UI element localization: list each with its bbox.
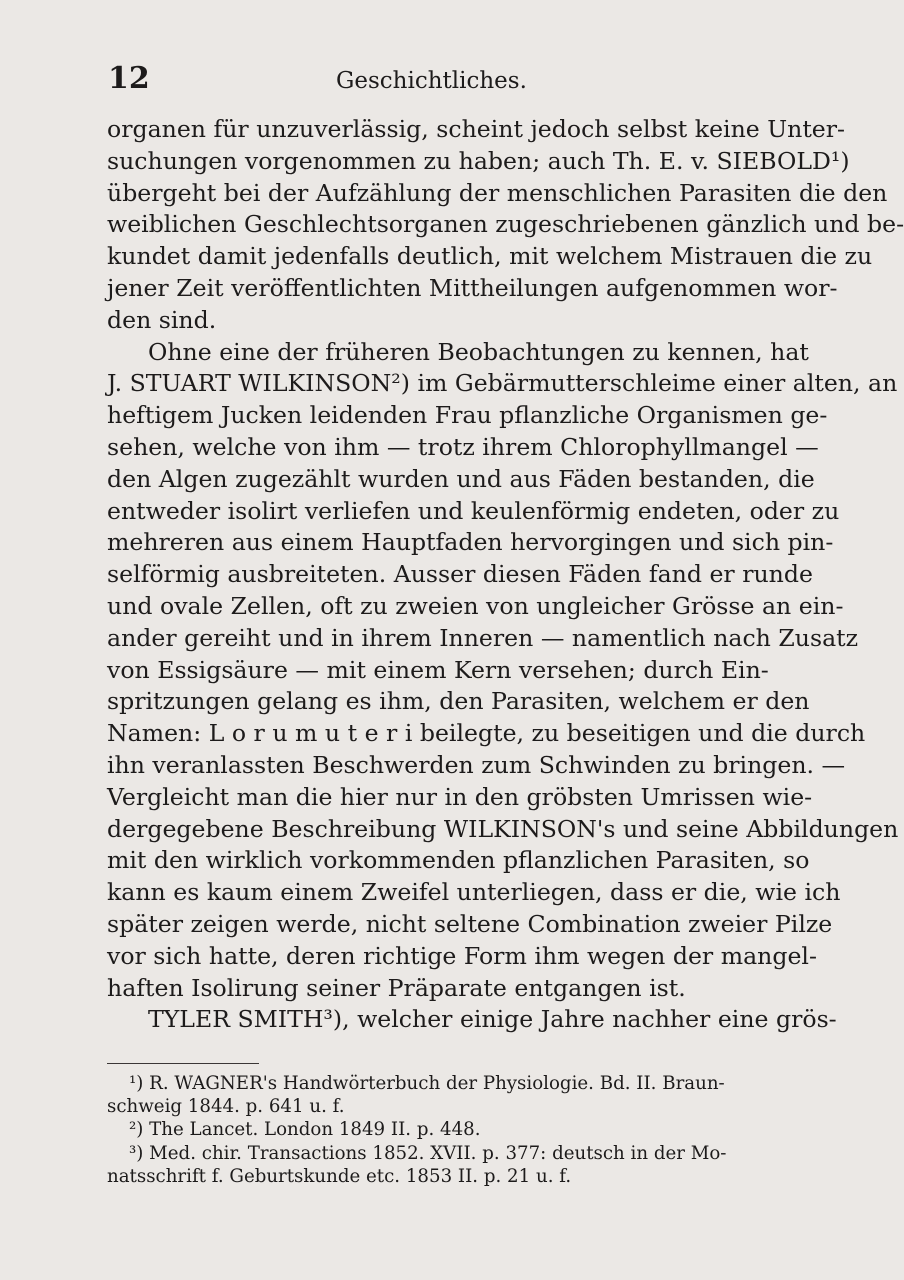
body-text-line: organen für unzuverlässig, scheint jedoch selbst keine Unter- (107, 115, 846, 143)
body-text-line: Vergleicht man die hier nur in den gröbsten Umrissen wie- (107, 782, 813, 811)
footnote-line: schweig 1844. p. 641 u. f. (107, 1096, 345, 1118)
page-number: 12 (108, 61, 150, 96)
running-head: Geschichtliches. (336, 68, 527, 94)
body-text-line: haften Isolirung seiner Präparate entgangen ist. (107, 973, 686, 1002)
body-text-line: kundet damit jedenfalls deutlich, mit welchem Mistrauen die zu (107, 242, 873, 271)
footnote-line: ³) Med. chir. Transactions 1852. XVII. p. 377: deutsch in der Mo- (129, 1142, 727, 1164)
body-text-line: sehen, welche von ihm — trotz ihrem Chlorophyllmangel — (107, 432, 819, 461)
body-text-line: spritzungen gelang es ihm, den Parasiten, welchem er den (107, 687, 810, 716)
body-text-line: übergeht bei der Aufzählung der menschlichen Parasiten die den (107, 178, 888, 207)
body-text-line: vor sich hatte, deren richtige Form ihm wegen der mangel- (107, 941, 817, 970)
body-text-line: und ovale Zellen, oft zu zweien von ungleicher Grösse an ein- (107, 591, 844, 620)
body-text-line: dergegebene Beschreibung WILKINSON's und seine Abbildungen (107, 814, 899, 843)
footnotes (107, 1072, 727, 1188)
body-text-line: selförmig ausbreiteten. Ausser diesen Fäden fand er runde (107, 560, 813, 589)
footnote-line: ²) The Lancet. London 1849 II. p. 448. (129, 1119, 481, 1141)
body-text-line: den Algen zugezählt wurden und aus Fäden bestanden, die (107, 464, 815, 493)
body-text-line: mit den wirklich vorkommenden pflanzlichen Parasiten, so (107, 846, 810, 875)
footnote-divider (107, 1063, 259, 1064)
body-text-line: entweder isolirt verliefen und keulenförmig endeten, oder zu (107, 496, 840, 525)
body-text-line: TYLER SMITH³), welcher einige Jahre nachher eine grös- (148, 1005, 837, 1034)
body-text-line: ihn veranlassten Beschwerden zum Schwinden zu bringen. — (107, 750, 846, 779)
body-text-line: mehreren aus einem Hauptfaden hervorgingen und sich pin- (107, 528, 834, 557)
body-text-line: den sind. (107, 305, 217, 334)
body-text-line: später zeigen werde, nicht seltene Combination zweier Pilze (107, 909, 833, 938)
body-text-line: heftigem Jucken leidenden Frau pflanzliche Organismen ge- (107, 401, 828, 430)
body-text (107, 114, 904, 1036)
footnote-line: ¹) R. WAGNER's Handwörterbuch der Physiologie. Bd. II. Braun- (129, 1073, 725, 1094)
page-header (0, 55, 800, 103)
body-text-line: weiblichen Geschlechtsorganen zugeschriebenen gänzlich und be- (107, 210, 904, 239)
footnote-line: natsschrift f. Geburtskunde etc. 1853 II. p. 21 u. f. (107, 1165, 572, 1187)
body-text-line: Namen: L o r u m u t e r i beilegte, zu beseitigen und die durch (107, 719, 866, 748)
body-text-line: ander gereiht und in ihrem Inneren — namentlich nach Zusatz (107, 623, 859, 652)
body-text-line: J. STUART WILKINSON²) im Gebärmutterschleime einer alten, an (107, 369, 898, 398)
body-text-line: von Essigsäure — mit einem Kern versehen; durch Ein- (107, 655, 769, 684)
body-text-line: kann es kaum einem Zweifel unterliegen, dass er die, wie ich (107, 878, 841, 907)
body-text-line: suchungen vorgenommen zu haben; auch Th. E. v. SIEBOLD¹) (107, 146, 850, 175)
body-text-line: jener Zeit veröffentlichten Mittheilungen aufgenommen wor- (107, 273, 838, 302)
body-text-line: Ohne eine der früheren Beobachtungen zu kennen, hat (148, 337, 809, 366)
